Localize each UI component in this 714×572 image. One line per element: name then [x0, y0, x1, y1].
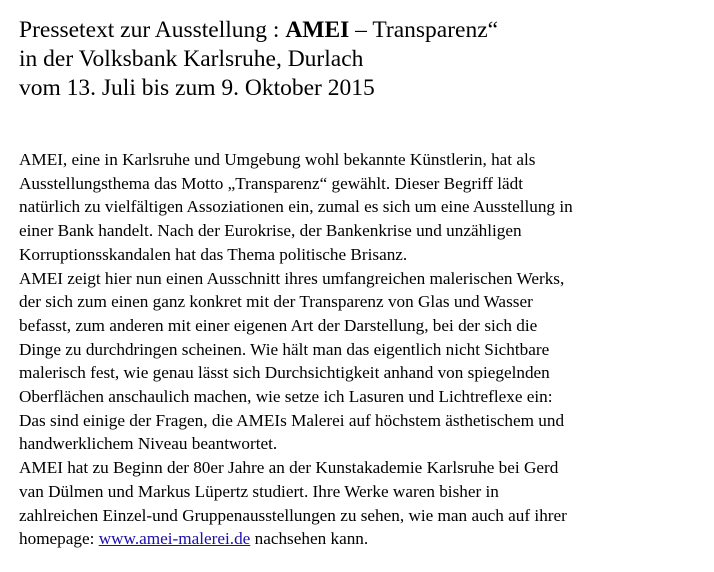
body-line: zahlreichen Einzel-und Gruppenausstellungen zu sehen, wie man auch auf ihrer — [19, 505, 567, 525]
body-line: van Dülmen und Markus Lüpertz studiert. Ihre Werke waren bisher in — [19, 481, 499, 501]
homepage-link[interactable]: www.amei-malerei.de — [98, 529, 251, 549]
body-line: handwerklichem Niveau beantwortet. — [19, 434, 278, 454]
body-line: AMEI hat zu Beginn der 80er Jahre an der Kunstakademie Karlsruhe bei Gerd — [19, 458, 559, 478]
body-line: Oberflächen anschaulich machen, wie setze ich Lasuren und Lichtreflexe ein: — [19, 387, 553, 407]
homepage-suffix: nachsehen kann. — [250, 529, 369, 549]
body-line: Korruptionsskandalen hat das Thema politische Brisanz. — [19, 244, 408, 264]
body-line: AMEI, eine in Karlsruhe und Umgebung wohl bekannte Künstlerin, hat als — [19, 150, 536, 169]
body-line: der sich zum einen ganz konkret mit der Transparenz von Glas und Wasser — [19, 292, 533, 312]
title-suffix: – Transparenz“ — [349, 17, 499, 43]
title-line-3: vom 13. Juli bis zum 9. Oktober 2015 — [19, 75, 375, 101]
title-prefix: Pressetext zur Ausstellung : — [19, 17, 286, 43]
body-line: Dinge zu durchdringen scheinen. Wie hält man das eigentlich nicht Sichtbare — [19, 339, 550, 359]
title-line-2: in der Volksbank Karlsruhe, Durlach — [19, 46, 364, 72]
body-line: natürlich zu vielfältigen Assoziationen ein, zumal es sich um eine Ausstellung in — [19, 197, 573, 217]
homepage-label: homepage: — [19, 529, 99, 549]
document-title — [19, 16, 498, 103]
body-line: befasst, zum anderen mit einer eigenen Art der Darstellung, bei der sich die — [19, 315, 538, 335]
press-text-body — [19, 148, 573, 551]
body-last-line — [19, 527, 573, 551]
body-line: einer Bank handelt. Nach der Eurokrise, der Bankenkrise und unzähligen — [19, 221, 522, 241]
body-line: Ausstellungsthema das Motto „Transparenz“ gewählt. Dieser Begriff lädt — [19, 173, 524, 193]
body-line: malerisch fest, wie genau lässt sich Durchsichtigkeit anhand von spiegelnden — [19, 363, 550, 383]
body-line: AMEI zeigt hier nun einen Ausschnitt ihres umfangreichen malerischen Werks, — [19, 268, 565, 288]
body-line: Das sind einige der Fragen, die AMEIs Malerei auf höchstem ästhetischem und — [19, 410, 565, 430]
artist-name-bold: AMEI — [285, 17, 350, 43]
title-line-1 — [19, 16, 498, 45]
